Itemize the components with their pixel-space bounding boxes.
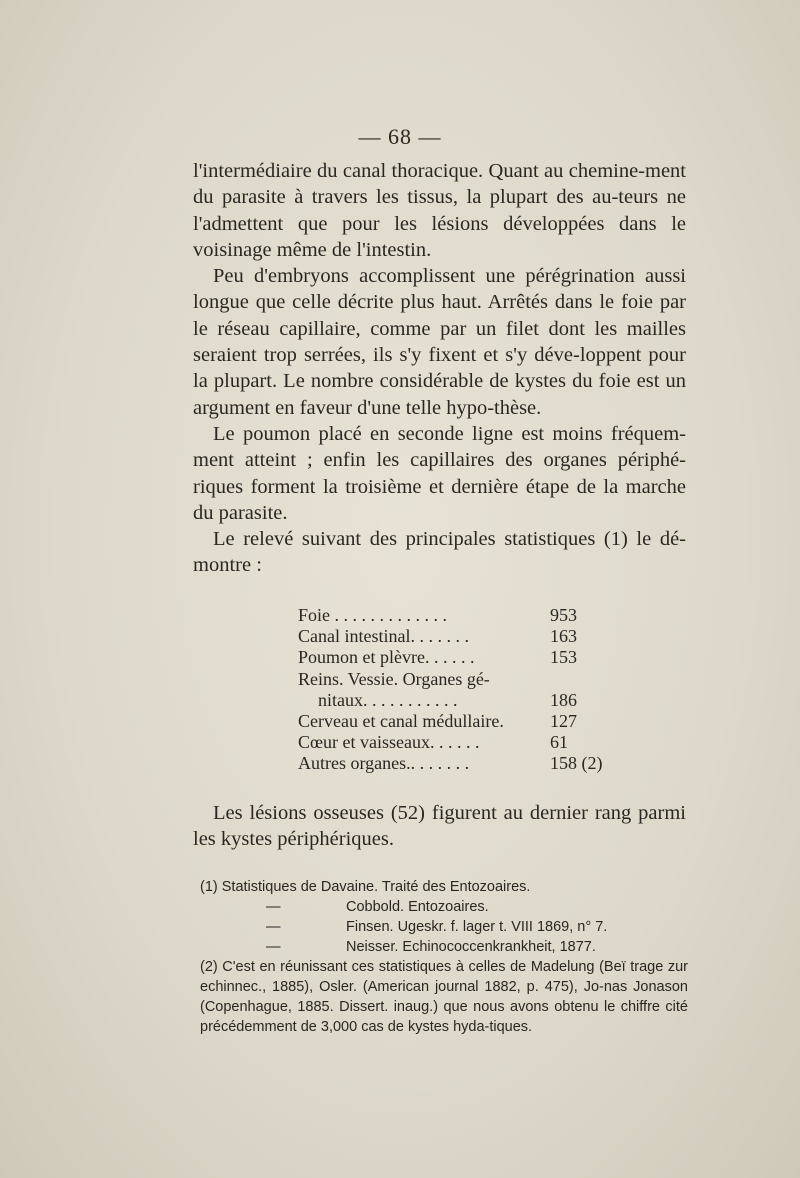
stat-label: Autres organes.. . . . . . .	[298, 753, 470, 774]
paragraph: Le poumon placé en seconde ligne est moins fréquem-ment atteint ; enfin les capillaires des organes périphé-riques forment la troisième et dernière étape de la marche du parasite.	[193, 422, 686, 524]
stat-row	[298, 711, 598, 732]
stat-row	[298, 753, 603, 774]
footnote-1-sub	[200, 897, 688, 917]
paragraph: l'intermédiaire du canal thoracique. Quant au chemine-ment du parasite à travers les tissus, la plupart des au-teurs ne l'admettent que pour les lésions développées dans le voisinage même de l'intestin.	[193, 160, 686, 261]
statistics-table	[298, 605, 603, 775]
footnote-1-sub	[200, 937, 688, 957]
footnote-1-sub	[200, 917, 688, 937]
footnote-1: (1) Statistiques de Davaine. Traité des Entozoaires.	[200, 879, 531, 895]
footnote-2: (2) C'est en réunissant ces statistiques à celles de Madelung (Beï trage zur echinnec., 1885), Osler. (American journal 1882, p. 475), Jo-nas Jonason (Copenhague, 1885. Dissert. inaug.) que nous avons obtenu le chiffre cité précédemment de 3,000 cas de kystes hyda-tiques.	[200, 959, 688, 1035]
footnote-ref: Neisser. Echinococcenkrankheit, 1877.	[346, 939, 596, 955]
stat-label: Cerveau et canal médullaire.	[298, 711, 504, 732]
stat-label-continued: nitaux. . . . . . . . . . .	[318, 689, 458, 710]
stat-label: Cœur et vaisseaux. . . . . .	[298, 732, 480, 753]
dash: —	[266, 899, 281, 915]
dash: —	[266, 939, 281, 955]
paragraph: Peu d'embryons accomplissent une pérégrination aussi longue que celle décrite plus haut. Arrêtés dans le foie par le réseau capillaire, comme par un filet dont les mailles seraient trop serrées, ils s'y fixent et s'y déve-loppent pour la plupart. Le nombre considérable de kystes du foie est un argument en faveur d'une telle hypo-thèse.	[193, 265, 686, 419]
stat-value: 186	[550, 689, 577, 710]
body-text	[193, 158, 686, 579]
stat-row	[298, 732, 598, 753]
stat-row	[298, 647, 598, 668]
stat-row	[298, 605, 598, 626]
stat-value: 953	[550, 605, 577, 625]
stat-value: 153	[550, 647, 577, 668]
paragraph: Le relevé suivant des principales statistiques (1) le dé-montre :	[193, 528, 686, 577]
footnote-ref: Finsen. Ugeskr. f. lager t. VIII 1869, n° 7.	[346, 919, 608, 935]
stat-value: 158 (2)	[550, 753, 603, 774]
closing-text	[193, 800, 686, 852]
stat-value: 127	[550, 711, 577, 732]
stat-row	[298, 690, 598, 711]
stat-row	[298, 626, 598, 647]
stat-label: Reins. Vessie. Organes gé-	[298, 668, 490, 689]
stat-row	[298, 669, 598, 690]
paragraph: Les lésions osseuses (52) figurent au dernier rang parmi les kystes périphériques.	[193, 802, 686, 850]
stat-label: Poumon et plèvre. . . . . .	[298, 647, 475, 668]
page-number: — 68 —	[358, 124, 442, 149]
stat-value: 163	[550, 626, 577, 647]
stat-label: Canal intestinal. . . . . . .	[298, 626, 469, 647]
stat-value: 61	[550, 732, 568, 753]
dash: —	[266, 919, 281, 935]
stat-label: Foie . . . . . . . . . . . . .	[298, 605, 448, 625]
footnote-ref: Cobbold. Entozoaires.	[346, 899, 489, 915]
footnotes	[200, 877, 688, 1037]
